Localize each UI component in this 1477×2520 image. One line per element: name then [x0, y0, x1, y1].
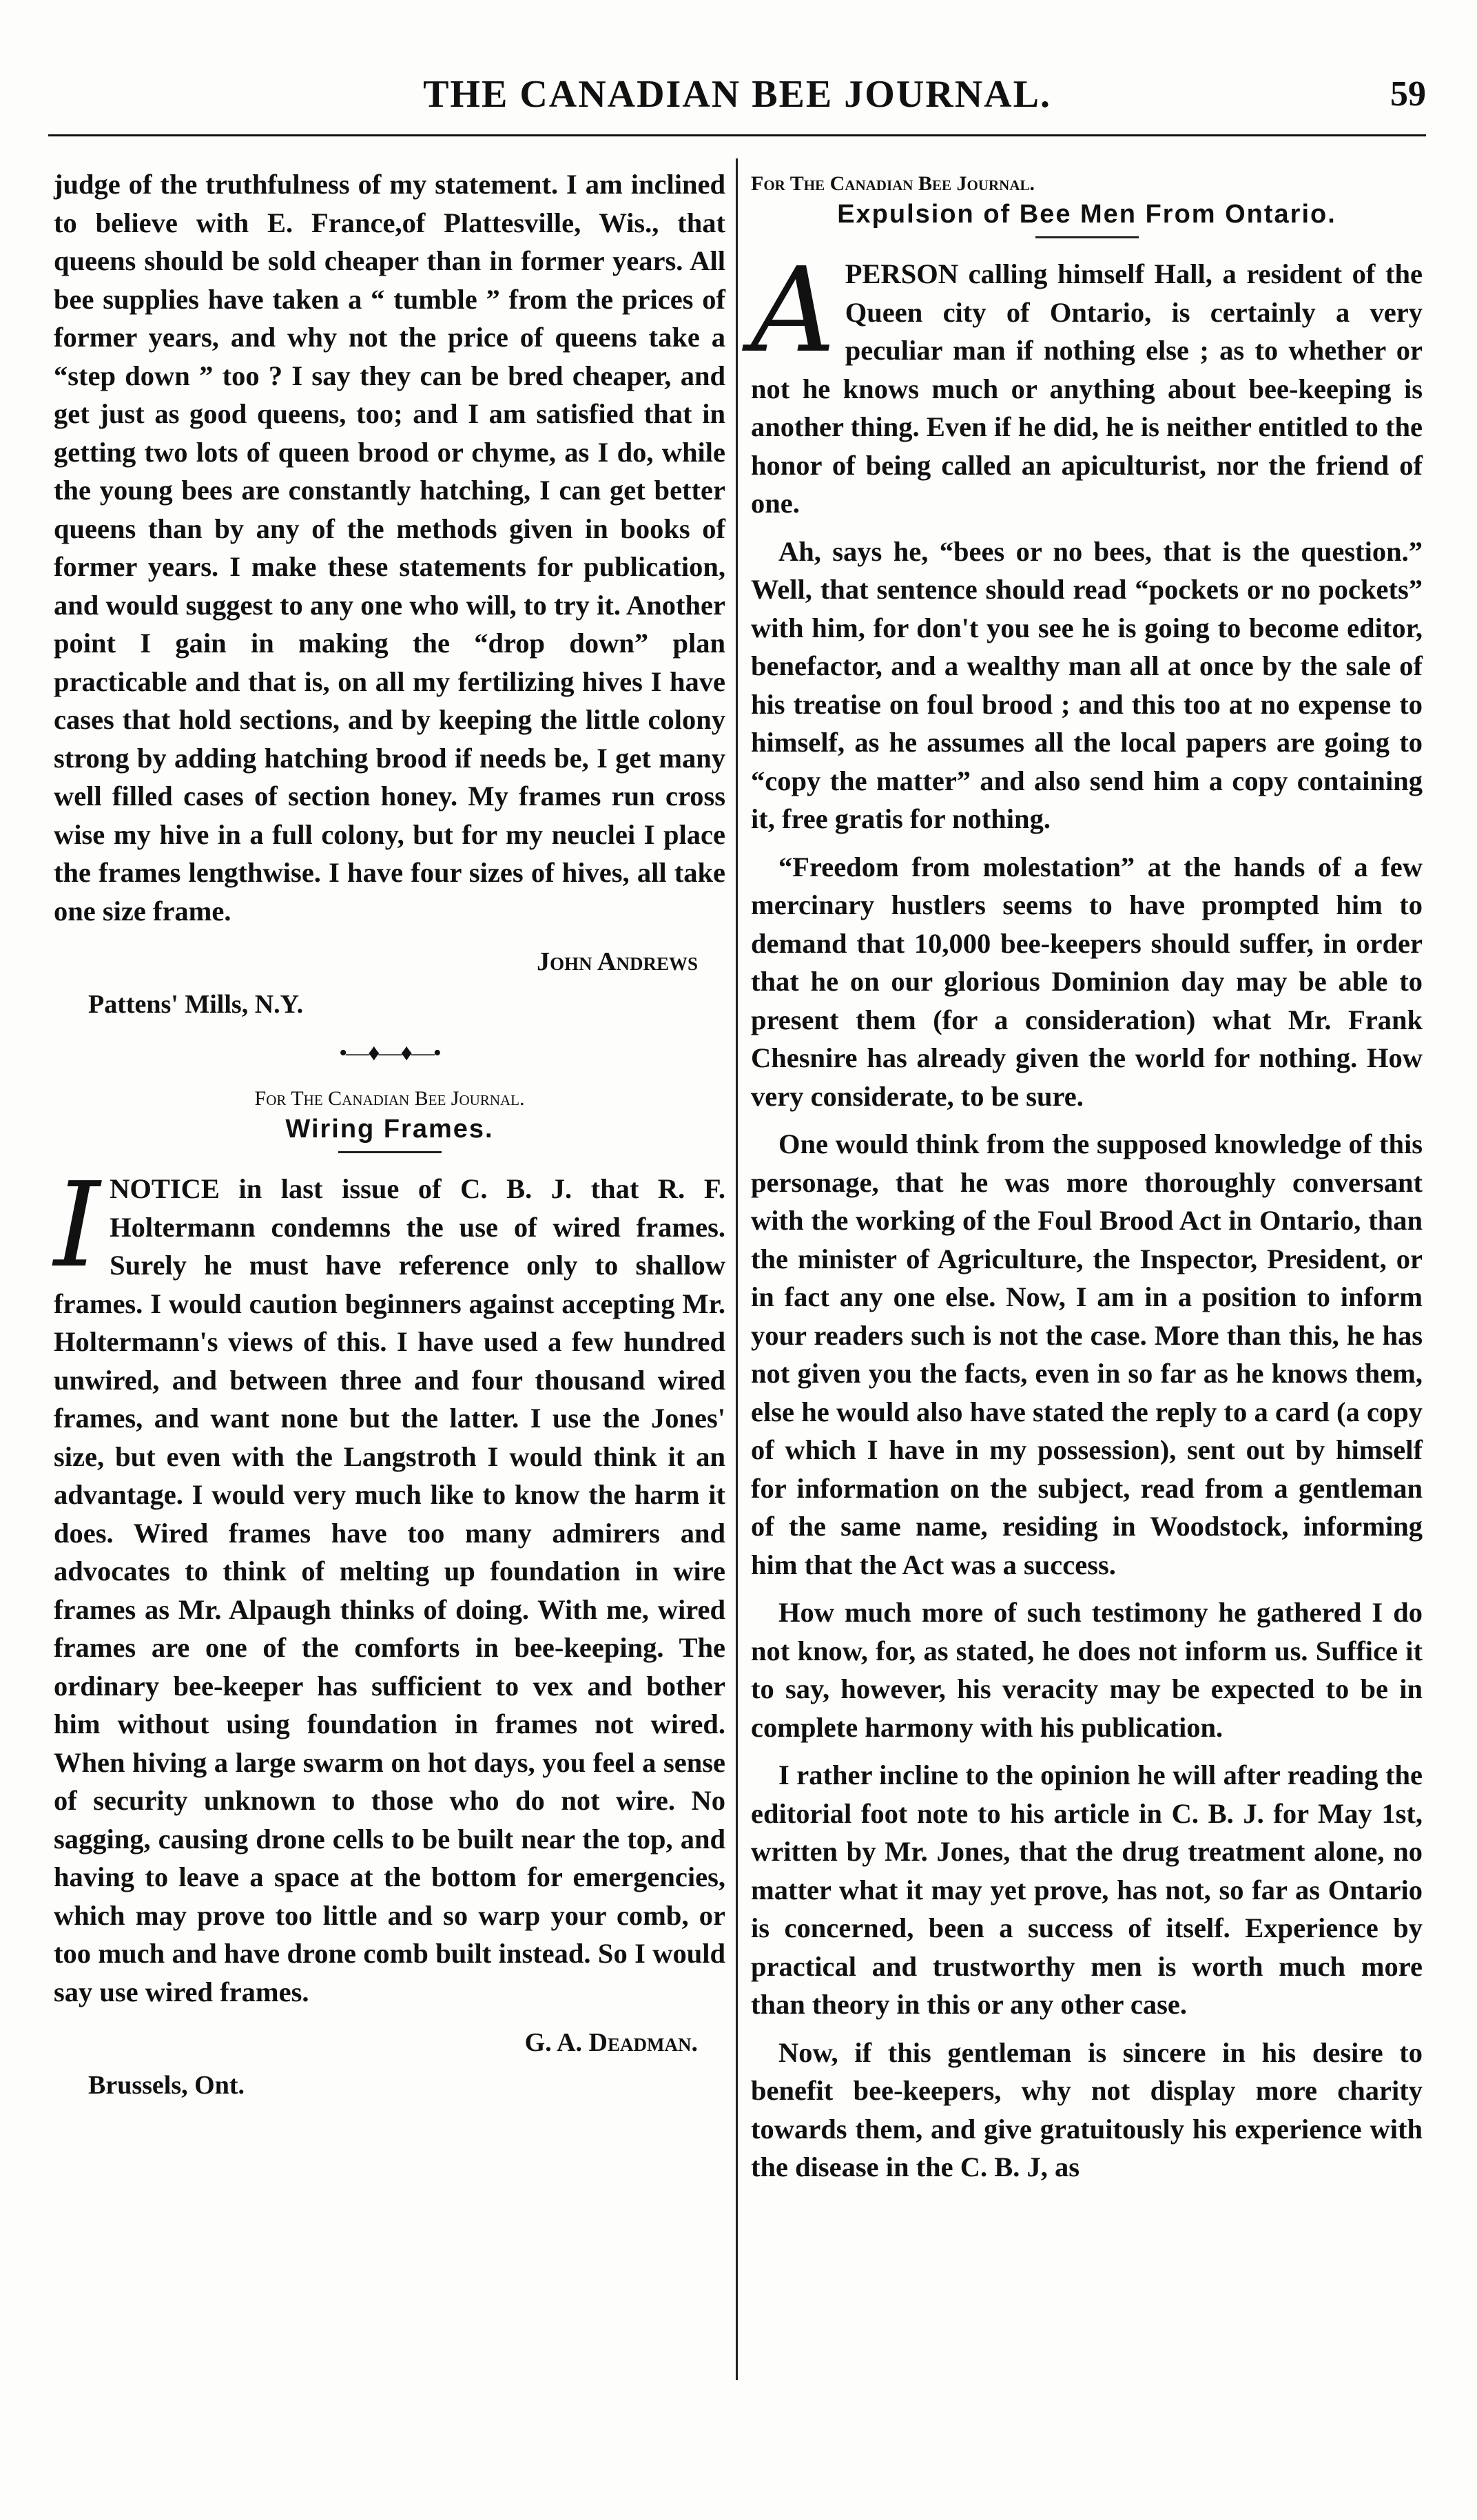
andrews-article-paragraph: judge of the truthfulness of my statement. I am inclined to believe with E. France,of Plattesville, Wis., that queens should be sold cheaper than in former years. All bee supplies have taken a “ tumble ” from the prices of former years, and why not the price of queens take a “step down ” too ? I say they can be bred cheaper, and get just as good queens, too; and I am satisfied that in getting two lots of queen brood or chyme, as I do, while the young bees are constantly hatching, I can get better queens than by any of the methods given in books of former years. I make these statements for publication, and would suggest to any one who will, to try it. Another point I gain in making the “drop down” plan practicable and that is, on all my fertilizing hives I have cases that hold sections, and by keeping the little colony strong by adding hatching brood if needs be, I get many well filled cases of section honey. My frames run cross wise my hive in a full colony, but for my neuclei I place the frames lengthwise. I have four sizes of hives, all take one size frame. [54, 169, 725, 927]
article-paragraph: Ah, says he, “bees or no bees, that is the question.” Well, that sentence should read “pockets or no pockets” with him, for don't you see he is going to become editor, benefactor, and a wealthy man all at once by the sale of his treatise on foul brood ; and this too at no expense to himself, as he assumes all the local papers are going to “copy the matter” and also send him a copy containing it, free gratis for nothing. [751, 535, 1423, 834]
wiring-article-paragraph [54, 1157, 725, 2011]
column-divider [736, 158, 738, 2380]
author-location: Brussels, Ont. [88, 2071, 245, 2100]
page-number: 59 [1390, 74, 1426, 114]
heading-rule [338, 1151, 442, 1153]
journal-title: THE CANADIAN BEE JOURNAL. [423, 73, 1051, 116]
expulsion-article-paragraph [751, 242, 1423, 523]
author-signature: G. A. Deadman. [524, 2028, 698, 2057]
right-column [751, 165, 1423, 2196]
section-ornament: •—♦—♦—• [339, 1040, 440, 1066]
article-paragraph: One would think from the supposed knowledge of this personage, that he was more thoroughly conversant with the working of the Foul Brood Act in Ontario, than the minister of Agriculture, the Inspector, President, or in fact any one else. Now, I am in a position to inform your readers such is not the case. More than this, he has not given you the facts, even in so far as he knows them, else he would also have stated the reply to a card (a copy of which I have in my possession), sent out by himself for information on the subject, read from a gentleman of the same name, residing in Woodstock, informing him that the Act was a success. [751, 1128, 1423, 1580]
article-paragraph: I rather incline to the opinion he will after reading the editorial foot note to his article in C. B. J. for May 1st, written by Mr. Jones, that the drug treatment alone, no matter what it may yet prove, has not, so far as Ontario is concerned, been a success of itself. Experience by practical and trustworthy men is worth much more than theory in this or any other case. [751, 1759, 1423, 2020]
article-paragraph: “Freedom from molestation” at the hands of a few mercinary hustlers seems to have prompted him to demand that 10,000 bee-keepers should suffer, in order that he on our glorious Dominion day may be able to present them (for a consideration) what Mr. Frank Chesnire has already given the world for nothing. How very considerate, to be sure. [751, 851, 1423, 1112]
article-paragraph: Now, if this gentleman is sincere in his desire to benefit bee-keepers, why not display more charity towards them, and give gratuitously his experience with the disease in the C. B. J, as [751, 2036, 1423, 2182]
drop-cap: A [751, 242, 836, 379]
article-heading: Wiring Frames. [285, 1115, 494, 1144]
page-header [48, 72, 1426, 136]
author-signature: John Andrews [537, 947, 698, 976]
left-column [54, 165, 725, 2100]
heading-rule [1035, 236, 1139, 238]
article-kicker: For The Canadian Bee Journal. [254, 1087, 525, 1110]
article-kicker: For The Canadian Bee Journal. [751, 172, 1035, 195]
author-location: Pattens' Mills, N.Y. [88, 990, 304, 1019]
article-heading: Expulsion of Bee Men From Ontario. [837, 200, 1336, 229]
expulsion-article-text: PERSON calling himself Hall, a resident of the Queen city of Ontario, is certainly a very peculiar man if nothing else ; as to whether or not he knows much or anything about bee-keeping is another thing. Even if he did, he is neither entitled to the honor of being called an apiculturist, nor the friend of one. [751, 258, 1423, 519]
article-paragraph: How much more of such testimony he gathered I do not know, for, as stated, he does not inform us. Suffice it to say, however, his veracity may be expected to be in complete harmony with his publication. [751, 1597, 1423, 1743]
wiring-article-text: NOTICE in last issue of C. B. J. that R. F. Holtermann condemns the use of wired frames. Surely he must have reference only to shallow frames. I would caution beginners against accepting Mr. Holtermann's views of this. I have used a few hundred unwired, and between three and four thousand wired frames, and want none but the latter. I use the Jones' size, but even with the Langstroth I would think it an advantage. I would very much like to know the harm it does. Wired frames have too many admirers and advocates to think of melting up foundation in wire frames as Mr. Alpaugh thinks of doing. With me, wired frames are one of the comforts in bee-keeping. The ordinary bee-keeper has sufficient to vex and bother him without using foundation in frames not wired. When hiving a large swarm on hot days, you feel a sense of security unknown to those who do not wire. No sagging, causing drone cells to be built near the top, and having to leave a space at the bottom for emergencies, which may prove too little and so warp your comb, or too much and have drone comb built instead. So I would say use wired frames. [54, 1173, 725, 2007]
drop-cap: I [54, 1157, 101, 1294]
